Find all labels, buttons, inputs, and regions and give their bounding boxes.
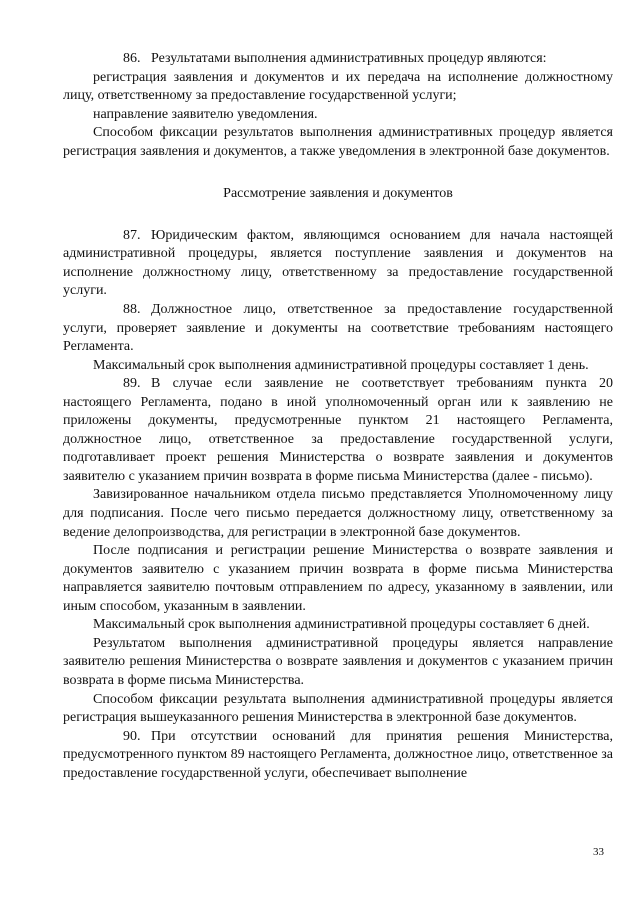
- paragraph-number: 88.: [123, 302, 141, 318]
- paragraph-text: При отсутствии оснований для принятия решения Министерства, предусмотренного пунктом 89 настоящего Регламента, должностное лицо, ответственное за предоставление государственной услуги, обеспечивает выполнение: [63, 728, 613, 781]
- paragraph-number: 89.: [123, 376, 141, 392]
- page-number: 33: [593, 846, 604, 858]
- document-body: [63, 50, 613, 783]
- paragraph-text: В случае если заявление не соответствует требованиям пункта 20 настоящего Регламента, подано в иной уполномоченный орган или к заявлению не приложены документы, предусмотренные пунктом 21 настоящего Регламента, должностное лицо, ответственное за предоставление государственной услуги, подготавливает проект решения Министерства о возврате заявления и документов заявителю с указанием причин возврата в форме письма Министерства (далее - письмо).: [63, 376, 613, 484]
- paragraph-89-send: После подписания и регистрации решение Министерства о возврате заявления и документов заявителю с указанием причин возврата в форме письма Министерства направляется заявителю почтовым отправлением по адресу, указанному в заявлении, или иным способом, указанным в заявлении.: [63, 543, 613, 614]
- paragraph-89-visa: Завизированное начальником отдела письмо представляется Уполномоченному лицу для подписания. После чего письмо передается должностному лицу, ответственному за ведение делопроизводства, для регистрации в электронной базе документов.: [63, 487, 613, 540]
- paragraph-text: Должностное лицо, ответственное за предоставление государственной услуги, проверяет заявление и документы на соответствие требованиям настоящего Регламента.: [63, 302, 613, 355]
- paragraph-89-fixation: Способом фиксации результата выполнения административной процедуры является регистрация вышеуказанного решения Министерства в электронной базе документов.: [63, 691, 613, 726]
- paragraph-86-fixation: Способом фиксации результатов выполнения административных процедур является регистрация заявления и документов, а также уведомления в электронной базе документов.: [63, 125, 613, 159]
- paragraph-86-item-1: регистрация заявления и документов и их передача на исполнение должностному лицу, ответственному за предоставление государственной услуги;: [63, 69, 613, 104]
- paragraph-number: 87.: [123, 227, 141, 243]
- paragraph-text: Результатами выполнения административных процедур являются:: [151, 51, 547, 66]
- paragraph-text: Юридическим фактом, являющимся основанием для начала настоящей административной процедуры, является поступление заявления и документов на исполнение должностному лицу, ответственному за предоставление государственной услуги.: [63, 227, 613, 299]
- paragraph-89-result: Результатом выполнения административной процедуры является направление заявителю решения Министерства о возврате заявления и документов с указанием причин возврата в форме письма Министерства.: [63, 635, 613, 688]
- paragraph-86-item-2: направление заявителю уведомления.: [93, 106, 318, 122]
- paragraph-number: 90.: [123, 728, 141, 744]
- paragraph-90: [63, 728, 613, 784]
- paragraph-86: [63, 50, 613, 69]
- paragraph-88-term: Максимальный срок выполнения административной процедуры составляет 1 день.: [93, 357, 589, 373]
- paragraph-89: [63, 375, 613, 486]
- paragraph-88: [63, 301, 613, 357]
- paragraph-89-term: Максимальный срок выполнения административной процедуры составляет 6 дней.: [93, 617, 590, 633]
- paragraph-number: 86.: [123, 51, 141, 66]
- section-heading: Рассмотрение заявления и документов: [223, 186, 453, 202]
- paragraph-87: [63, 227, 613, 301]
